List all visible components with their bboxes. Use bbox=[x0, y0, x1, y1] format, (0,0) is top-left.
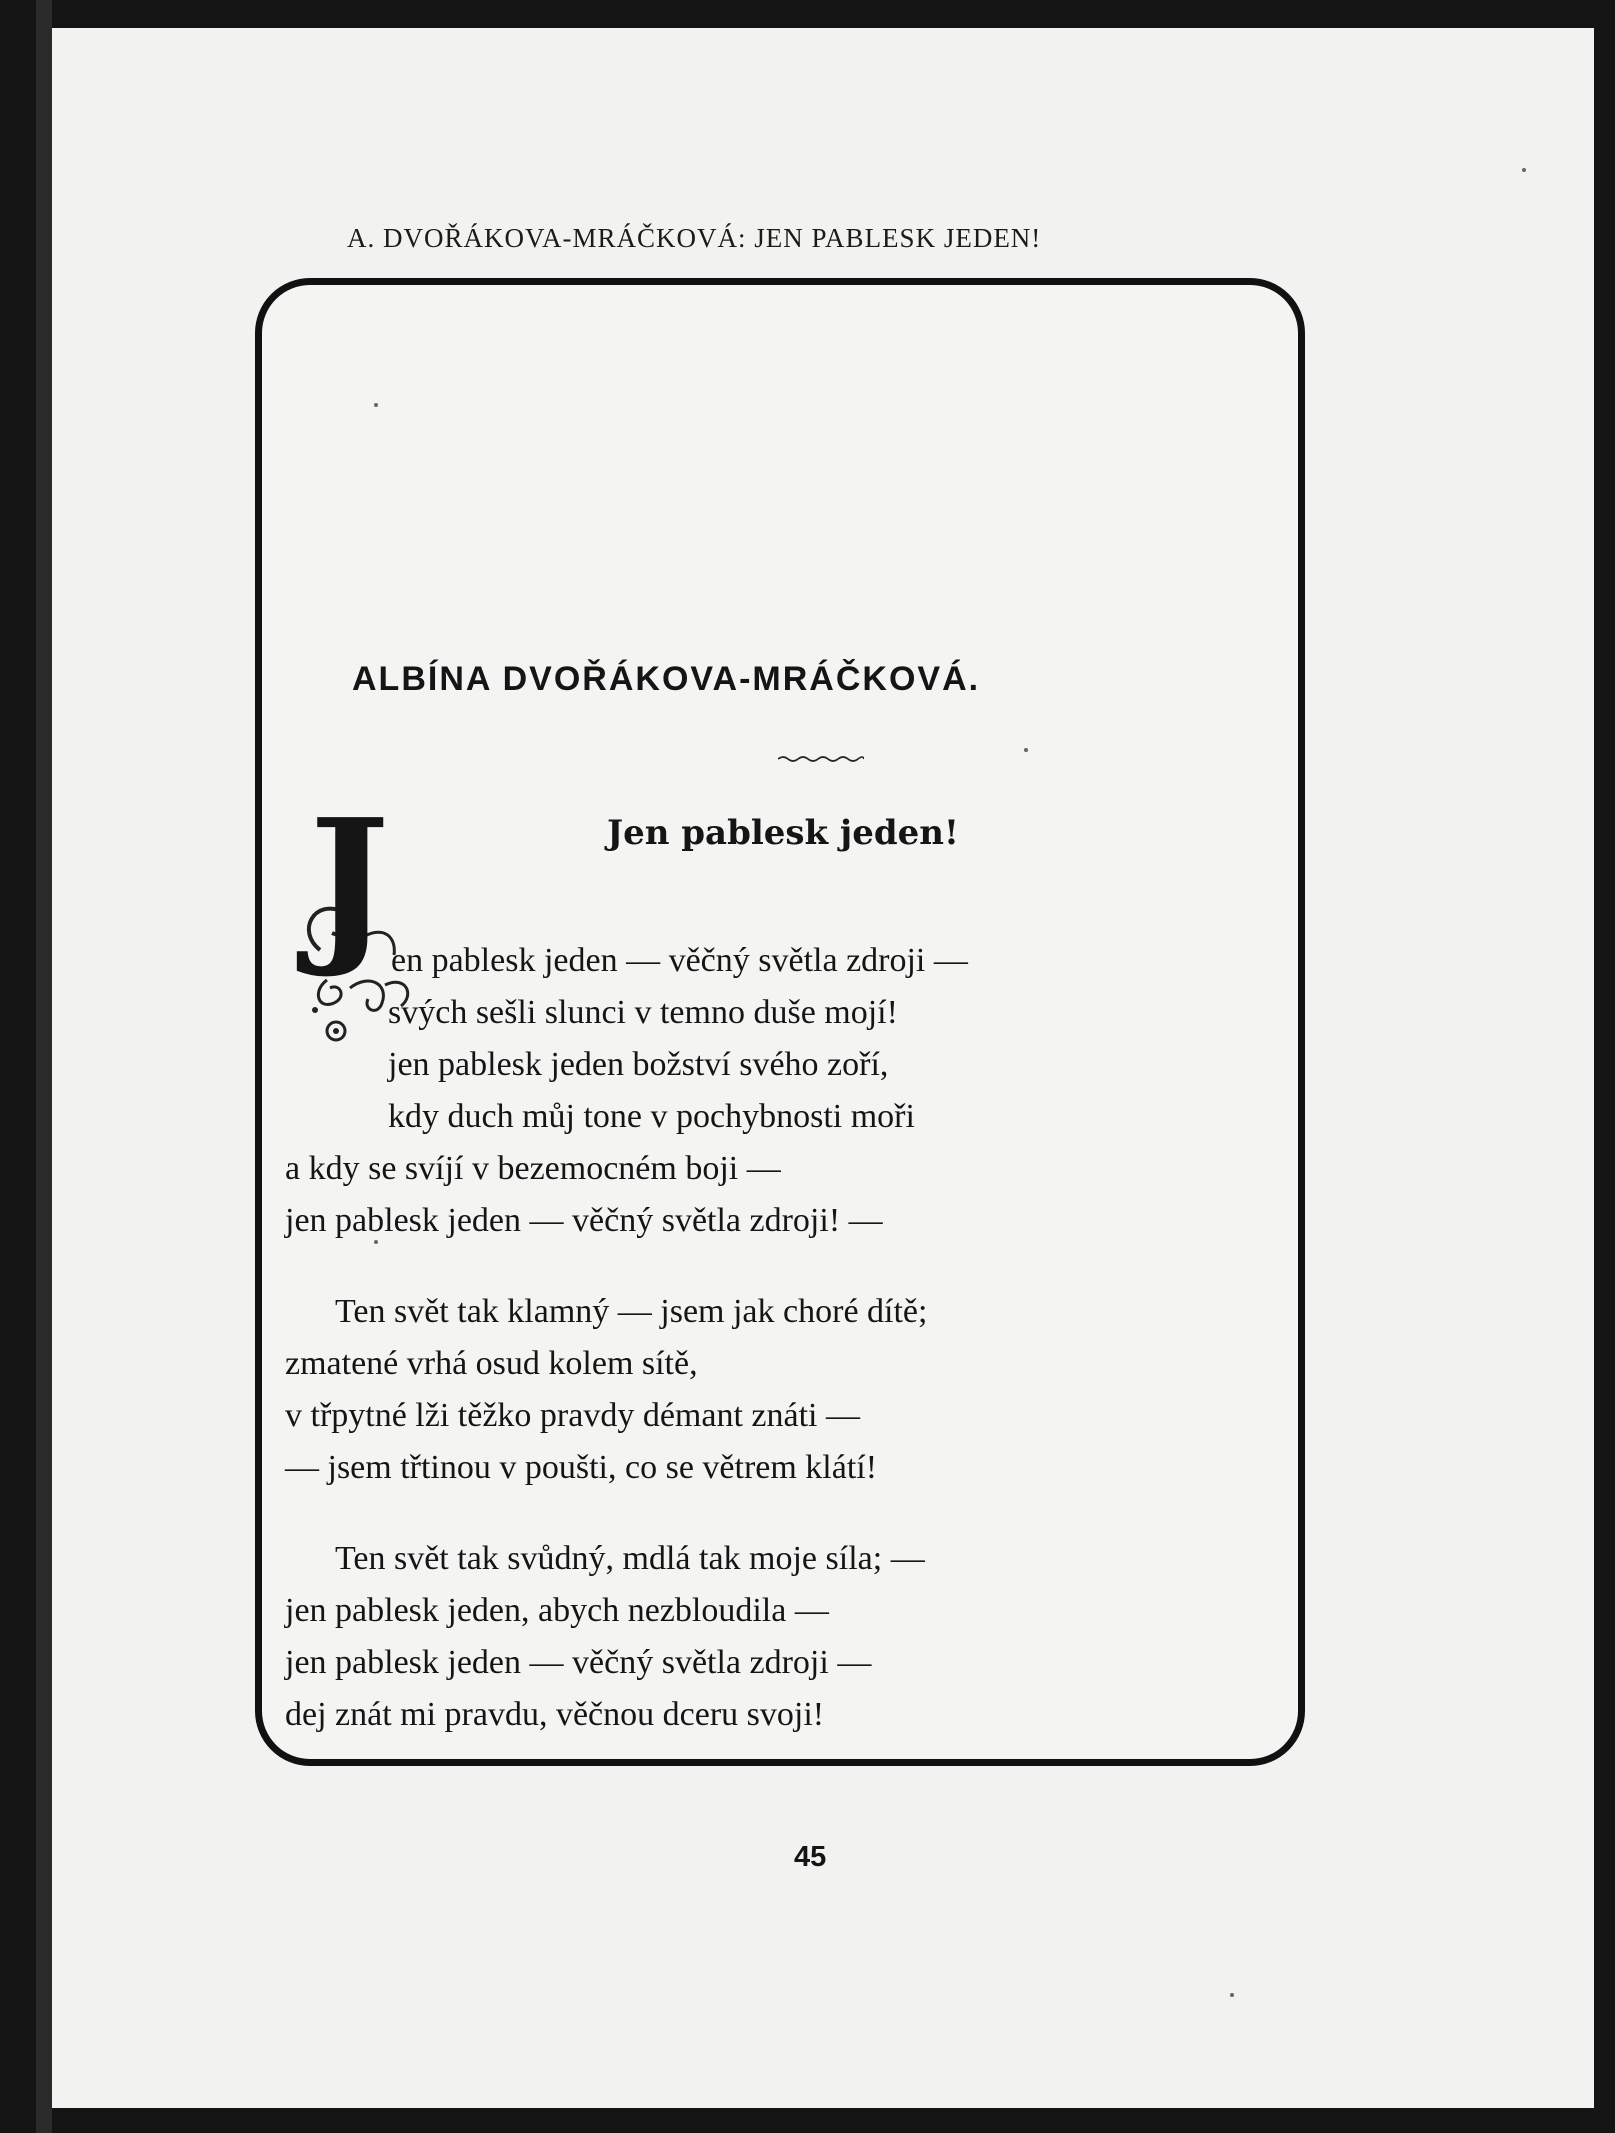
paper-speck bbox=[1230, 1993, 1234, 1997]
page-number: 45 bbox=[794, 1841, 827, 1873]
poem-title: Jen pablesk jeden! bbox=[607, 813, 959, 853]
paper-speck bbox=[1522, 168, 1526, 172]
poem-line-2: svých sešli slunci v temno duše mojí! bbox=[388, 994, 898, 1031]
poem-line-11: Ten svět tak svůdný, mdlá tak moje síla; — bbox=[335, 1540, 925, 1577]
poem-line-3: jen pablesk jeden božství svého zoří, bbox=[388, 1046, 889, 1083]
poem-line-6: jen pablesk jeden — věčný světla zdroji! — bbox=[285, 1202, 883, 1239]
poem-line-10: — jsem třtinou v poušti, co se větrem klátí! bbox=[285, 1449, 878, 1486]
running-head: A. DVOŘÁKOVA-MRÁČKOVÁ: JEN PABLESK JEDEN! bbox=[347, 223, 1042, 253]
drop-cap-j: J bbox=[309, 782, 390, 982]
paper-speck bbox=[1024, 748, 1028, 752]
book-page bbox=[52, 28, 1594, 2108]
book-gutter-edge bbox=[36, 0, 52, 2133]
poem-line-1: en pablesk jeden — věčný světla zdroji — bbox=[391, 942, 968, 979]
poem-line-4: kdy duch můj tone v pochybnosti moři bbox=[388, 1098, 915, 1135]
paper-speck bbox=[374, 1240, 378, 1244]
poem-line-5: a kdy se svíjí v bezemocném boji — bbox=[285, 1150, 781, 1187]
poem-line-14: dej znát mi pravdu, věčnou dceru svoji! bbox=[285, 1696, 825, 1733]
poem-line-7: Ten svět tak klamný — jsem jak choré dítě; bbox=[335, 1293, 928, 1330]
poem-line-12: jen pablesk jeden, abych nezbloudila — bbox=[285, 1592, 829, 1629]
poem-line-13: jen pablesk jeden — věčný světla zdroji — bbox=[285, 1644, 872, 1681]
paper-speck bbox=[374, 403, 378, 407]
poem-line-9: v třpytné lži těžko pravdy démant znáti — bbox=[285, 1397, 860, 1434]
poem-line-8: zmatené vrhá osud kolem sítě, bbox=[285, 1345, 698, 1382]
author-name: ALBÍNA DVOŘÁKOVA-MRÁČKOVÁ. bbox=[352, 660, 981, 698]
poem-frame bbox=[255, 278, 1305, 1766]
title-ornament bbox=[778, 755, 864, 763]
